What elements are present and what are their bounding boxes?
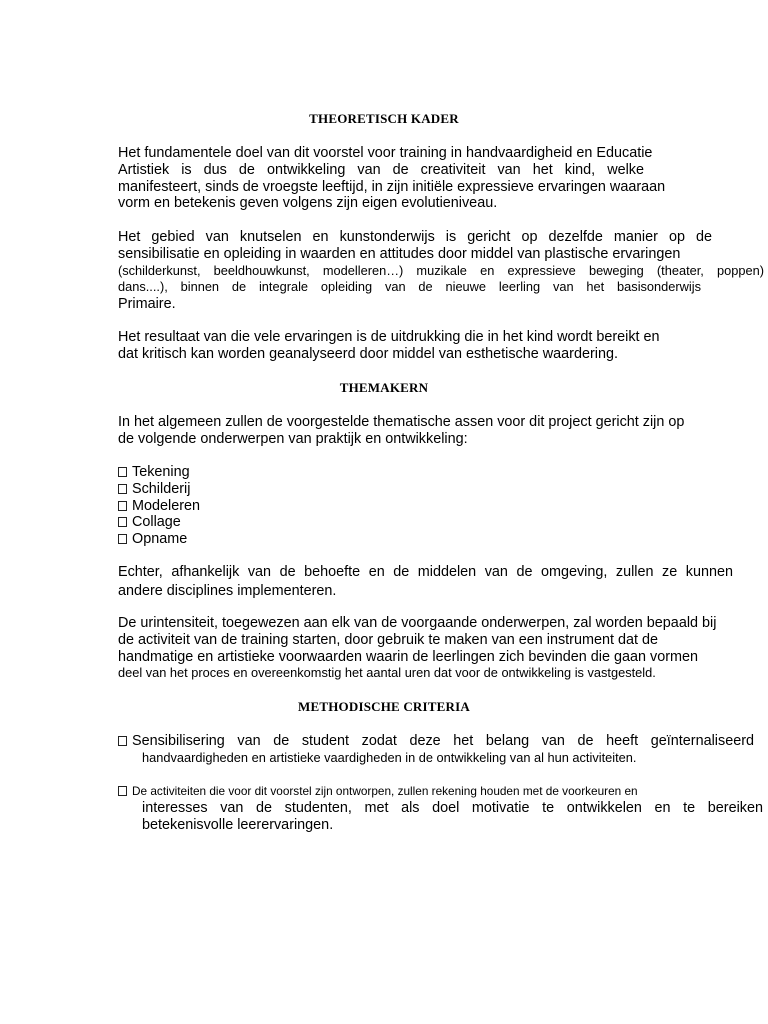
text-line: Primaire.: [118, 296, 176, 313]
list-item-label: Schilderij: [132, 480, 191, 497]
paragraph-echter: [118, 564, 763, 600]
text-line: handvaardigheden en artistieke vaardigheden in de ontwikkeling van al hun activiteiten.: [142, 749, 637, 765]
checkbox-bullet-icon: [118, 736, 127, 746]
text-line: [118, 783, 714, 800]
paragraph-assen: [118, 414, 763, 448]
checkbox-bullet-icon: [118, 517, 127, 527]
text-line: In het algemeen zullen de voorgestelde thematische assen voor dit project gericht zijn op: [118, 414, 685, 430]
text-line: deel van het proces en overeenkomstig het aantal uren dat voor de ontwikkeling is vastgesteld.: [118, 665, 656, 681]
text-line: dans....), binnen de integrale opleiding van de nieuwe leerling van het basisonderwijs: [118, 279, 701, 295]
section-heading-theoretisch-kader: THEORETISCH KADER: [309, 111, 459, 126]
text-line: de activiteit van de training starten, door gebruik te maken van een instrument dat de: [118, 631, 658, 648]
text-line: Het resultaat van die vele ervaringen is de uitdrukking die in het kind wordt bereikt en: [118, 329, 660, 345]
paragraph-urintensiteit: [118, 615, 763, 682]
checkbox-bullet-icon: [118, 786, 127, 796]
paragraph-resultaat: [118, 329, 763, 363]
text-line: manifesteert, sinds de vroegste leeftijd, in zijn initiële expressieve ervaringen waaraan: [118, 178, 666, 195]
text-line: Het fundamentele doel van dit voorstel voor training in handvaardigheid en Educatie: [118, 145, 653, 161]
list-item-label: Collage: [132, 514, 181, 531]
checkbox-bullet-icon: [118, 484, 127, 494]
text-line: interesses van de studenten, met als doel motivatie te ontwikkelen en te bereiken: [142, 799, 763, 816]
text-line: De urintensiteit, toegewezen aan elk van de voorgaande onderwerpen, zal worden bepaald bij: [118, 615, 717, 631]
text-line: sensibilisatie en opleiding in waarden en attitudes door middel van plastische ervaringen: [118, 245, 681, 262]
text-line: (schilderkunst, beeldhouwkunst, modelleren…) muzikale en expressieve beweging (theater, poppen): [118, 262, 764, 278]
text-line: Echter, afhankelijk van de behoefte en de middelen van de omgeving, zullen ze kunnen: [118, 564, 733, 580]
text-line: vorm en betekenis geven volgens zijn eigen evolutieniveau.: [118, 195, 498, 212]
subject-list: [118, 464, 763, 548]
criterion-text: Sensibilisering van de student zodat deze het belang van de heeft geïnternaliseerd: [132, 733, 754, 749]
text-line: dat kritisch kan worden geanalyseerd door middel van esthetische waardering.: [118, 345, 618, 362]
list-item: [118, 531, 763, 548]
criterion-text: De activiteiten die voor dit voorstel zijn ontworpen, zullen rekening houden met de voorkeuren en: [132, 784, 638, 798]
list-item-label: Opname: [132, 531, 188, 548]
checkbox-bullet-icon: [118, 467, 127, 477]
list-item: [118, 481, 763, 498]
section-heading-methodische-criteria: METHODISCHE CRITERIA: [298, 699, 470, 714]
text-line: handmatige en artistieke voorwaarden waarin de leerlingen zich bevinden die gaan vormen: [118, 648, 698, 665]
paragraph-gebied: [118, 229, 763, 313]
list-item: [118, 464, 763, 481]
list-item-label: Tekening: [132, 464, 190, 480]
text-line: andere disciplines implementeren.: [118, 582, 337, 599]
checkbox-bullet-icon: [118, 501, 127, 511]
list-item: [118, 514, 763, 531]
list-item-label: Modeleren: [132, 497, 200, 514]
checkbox-bullet-icon: [118, 534, 127, 544]
text-line: Artistiek is dus de ontwikkeling van de creativiteit van het kind, welke: [118, 161, 644, 178]
text-line: betekenisvolle leerervaringen.: [142, 816, 334, 833]
criterion-sensibilisering: [118, 733, 763, 767]
text-line: [118, 733, 754, 750]
paragraph-doel: [118, 145, 763, 212]
list-item: [118, 498, 763, 515]
text-line: de volgende onderwerpen van praktijk en ontwikkeling:: [118, 430, 468, 447]
criterion-activiteiten: [118, 783, 763, 833]
section-heading-themakern: THEMAKERN: [339, 380, 429, 395]
text-line: Het gebied van knutselen en kunstonderwijs is gericht op dezelfde manier op de: [118, 229, 712, 245]
